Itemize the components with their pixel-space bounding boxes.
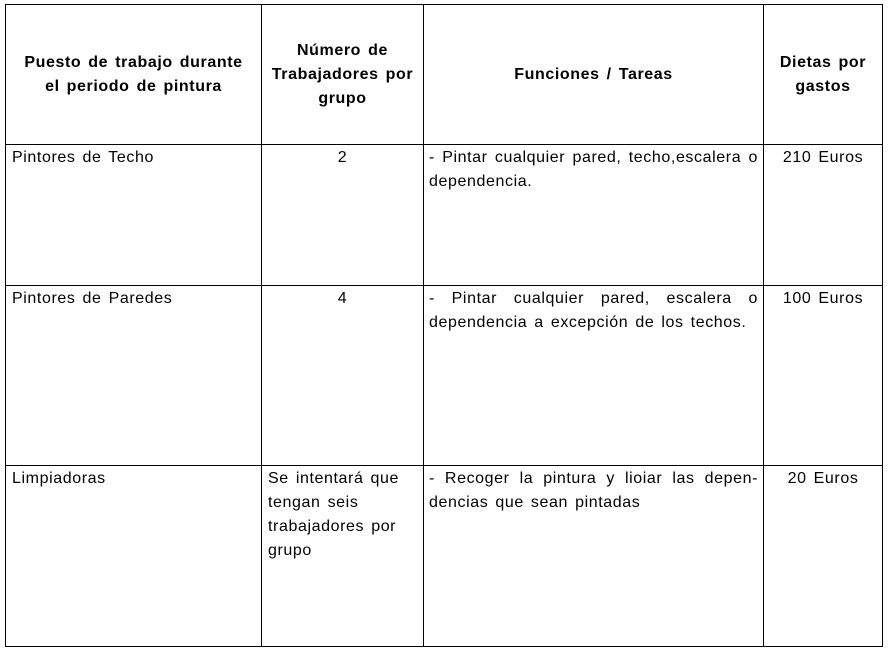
table-row: [6, 145, 883, 286]
header-numero-label: Número de Trabajadores por grupo: [271, 41, 414, 107]
header-numero: [262, 5, 424, 145]
funciones-text: - Recoger la pintura y lioiar las depen-dencias que sean pintadas: [429, 470, 758, 511]
funciones-text: - Pintar cualquier pared, escalera o dependencia a excepción de los techos.: [429, 290, 758, 331]
header-puesto: [6, 5, 262, 145]
header-dietas-label: Dietas por gastos: [779, 53, 867, 95]
header-funciones: [424, 5, 764, 145]
dietas-text: 100 Euros: [782, 290, 864, 307]
cell-funciones: [424, 286, 764, 466]
cell-puesto: [6, 145, 262, 286]
cell-numero: [262, 145, 424, 286]
puesto-text: Pintores de Paredes: [12, 290, 173, 307]
staffing-table: [5, 4, 883, 647]
cell-puesto: [6, 466, 262, 647]
puesto-text: Limpiadoras: [12, 470, 106, 487]
numero-text: 2: [337, 149, 348, 166]
cell-numero: [262, 466, 424, 647]
numero-text: 4: [337, 290, 348, 307]
dietas-text: 210 Euros: [782, 149, 864, 166]
funciones-text: - Pintar cualquier pared, techo,escalera o dependencia.: [429, 149, 758, 190]
header-puesto-label: Puesto de trabajo durante el periodo de pintura: [24, 53, 243, 95]
header-dietas: [764, 5, 883, 145]
numero-text: Se intentará que tengan seis trabajadores por grupo: [268, 470, 400, 559]
cell-numero: [262, 286, 424, 466]
cell-dietas: [764, 466, 883, 647]
cell-puesto: [6, 286, 262, 466]
cell-funciones: [424, 466, 764, 647]
dietas-text: 20 Euros: [787, 470, 859, 487]
table-row: [6, 286, 883, 466]
table-row: [6, 466, 883, 647]
table-header-row: [6, 5, 883, 145]
puesto-text: Pintores de Techo: [12, 149, 154, 166]
cell-dietas: [764, 145, 883, 286]
cell-funciones: [424, 145, 764, 286]
cell-dietas: [764, 286, 883, 466]
header-funciones-label: Funciones / Tareas: [514, 65, 673, 83]
